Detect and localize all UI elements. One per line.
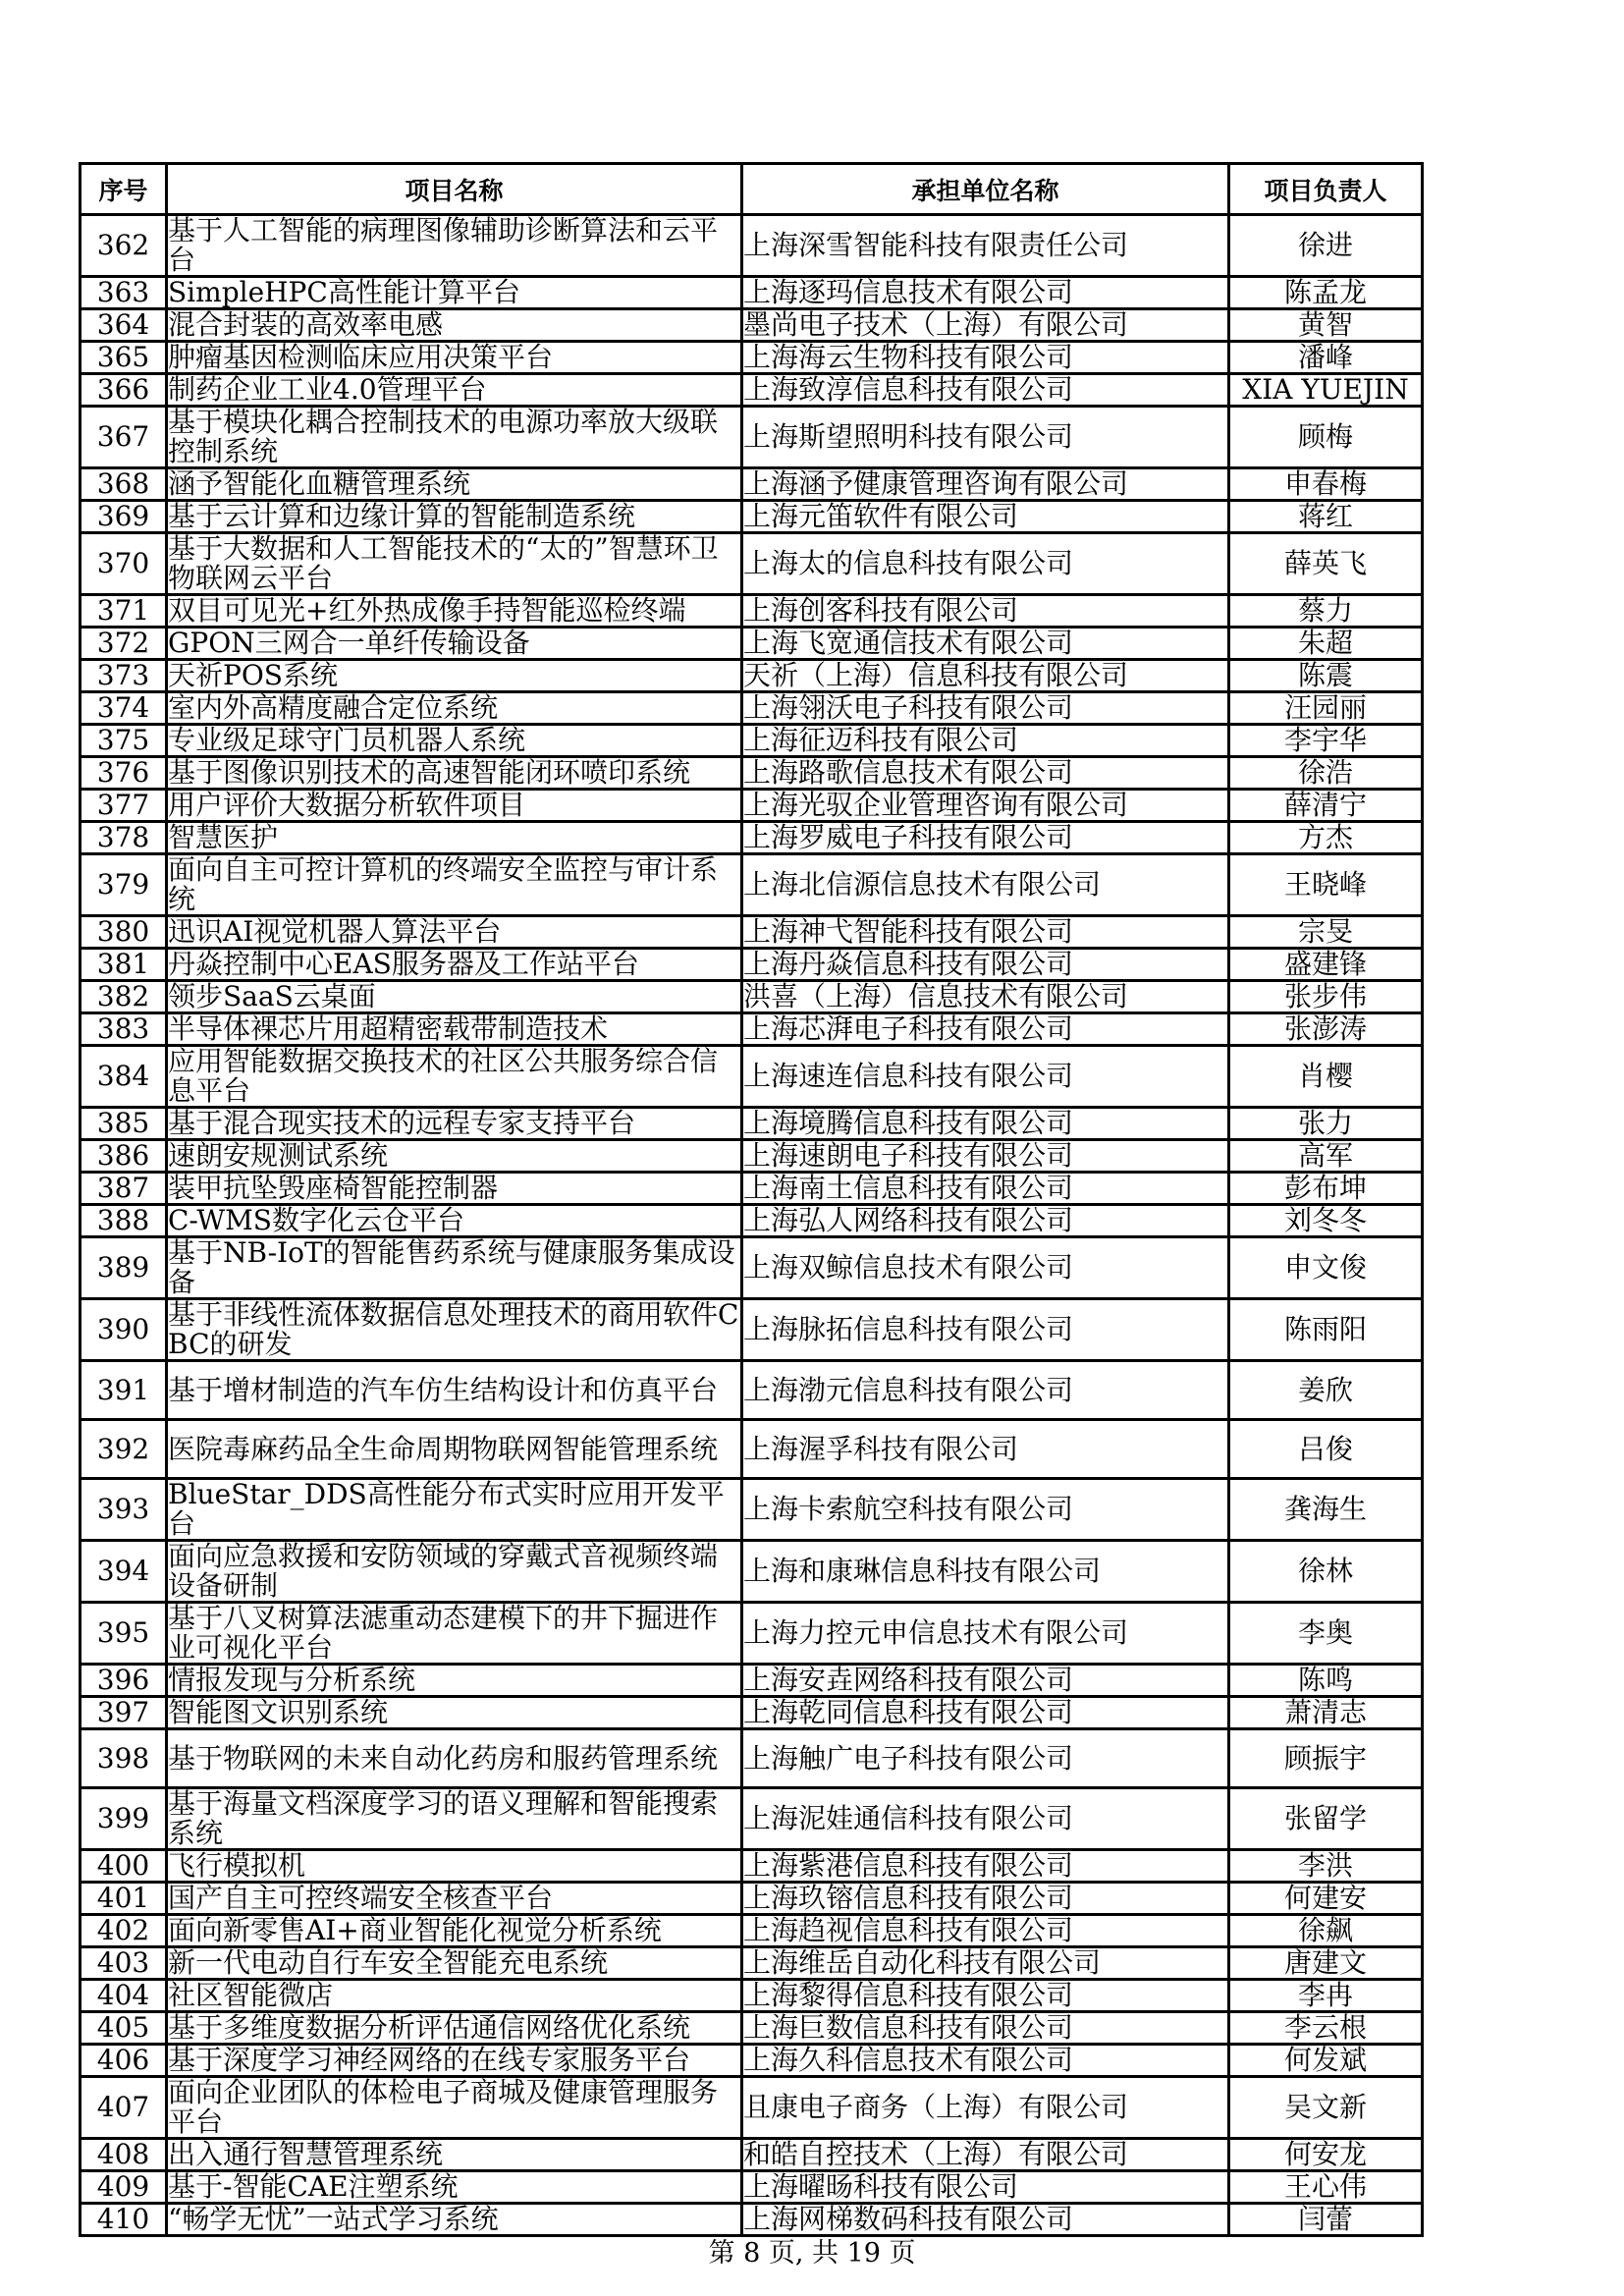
cell-index: 363: [81, 277, 167, 309]
cell-project-name: “畅学无忧”一站式学习系统: [167, 2204, 742, 2236]
cell-project-name: C-WMS数字化云仓平台: [167, 1205, 742, 1237]
cell-project-name: GPON三网合一单纤传输设备: [167, 628, 742, 660]
cell-org-name: 上海路歌信息技术有限公司: [742, 757, 1229, 790]
cell-org-name: 上海紫港信息科技有限公司: [742, 1850, 1229, 1883]
cell-leader: 薛英飞: [1229, 533, 1423, 595]
cell-index: 385: [81, 1108, 167, 1140]
cell-project-name: 用户评价大数据分析软件项目: [167, 790, 742, 822]
cell-org-name: 上海渤元信息科技有限公司: [742, 1361, 1229, 1420]
table-row: [81, 1173, 1423, 1205]
cell-index: 393: [81, 1479, 167, 1541]
cell-leader: 申文俊: [1229, 1237, 1423, 1299]
cell-index: 370: [81, 533, 167, 595]
cell-org-name: 天祈（上海）信息科技有限公司: [742, 660, 1229, 692]
cell-index: 391: [81, 1361, 167, 1420]
table-row: [81, 1361, 1423, 1420]
cell-project-name: SimpleHPC高性能计算平台: [167, 277, 742, 309]
cell-index: 369: [81, 501, 167, 533]
cell-leader: 张澎涛: [1229, 1013, 1423, 1046]
cell-org-name: 上海涵予健康管理咨询有限公司: [742, 468, 1229, 501]
cell-leader: 何建安: [1229, 1883, 1423, 1915]
cell-org-name: 上海维岳自动化科技有限公司: [742, 1947, 1229, 1980]
cell-index: 367: [81, 407, 167, 468]
table-row: [81, 595, 1423, 628]
cell-org-name: 上海创客科技有限公司: [742, 595, 1229, 628]
cell-project-name: 室内外高精度融合定位系统: [167, 692, 742, 725]
cell-org-name: 且康电子商务（上海）有限公司: [742, 2077, 1229, 2139]
cell-leader: 顾梅: [1229, 407, 1423, 468]
cell-project-name: 基于海量文档深度学习的语义理解和智能搜索系统: [167, 1788, 742, 1850]
table-row: [81, 1665, 1423, 1697]
cell-project-name: 智慧医护: [167, 822, 742, 854]
cell-index: 374: [81, 692, 167, 725]
cell-project-name: 涵予智能化血糖管理系统: [167, 468, 742, 501]
cell-index: 366: [81, 374, 167, 407]
table-row: [81, 916, 1423, 949]
cell-index: 394: [81, 1541, 167, 1603]
page-number-text: 第 8 页, 共 19 页: [708, 2238, 916, 2269]
table-row: [81, 1788, 1423, 1850]
table-row: [81, 692, 1423, 725]
cell-project-name: 专业级足球守门员机器人系统: [167, 725, 742, 757]
cell-project-name: 制药企业工业4.0管理平台: [167, 374, 742, 407]
cell-org-name: 上海元笛软件有限公司: [742, 501, 1229, 533]
cell-org-name: 上海翎沃电子科技有限公司: [742, 692, 1229, 725]
cell-leader: 盛建锋: [1229, 949, 1423, 981]
cell-index: 365: [81, 342, 167, 374]
cell-leader: 蒋红: [1229, 501, 1423, 533]
table-row: [81, 1541, 1423, 1603]
cell-leader: 李奥: [1229, 1603, 1423, 1665]
cell-index: 397: [81, 1697, 167, 1729]
cell-index: 406: [81, 2045, 167, 2077]
cell-leader: 徐浩: [1229, 757, 1423, 790]
table-row: [81, 1697, 1423, 1729]
cell-project-name: 应用智能数据交换技术的社区公共服务综合信息平台: [167, 1046, 742, 1108]
table-row: [81, 1947, 1423, 1980]
cell-project-name: 情报发现与分析系统: [167, 1665, 742, 1697]
cell-org-name: 上海黎得信息科技有限公司: [742, 1980, 1229, 2012]
cell-leader: 薛清宁: [1229, 790, 1423, 822]
cell-project-name: 出入通行智慧管理系统: [167, 2139, 742, 2171]
cell-project-name: 基于图像识别技术的高速智能闭环喷印系统: [167, 757, 742, 790]
cell-org-name: 洪喜（上海）信息技术有限公司: [742, 981, 1229, 1013]
cell-org-name: 上海深雪智能科技有限责任公司: [742, 215, 1229, 277]
cell-leader: 闫蕾: [1229, 2204, 1423, 2236]
cell-project-name: 基于混合现实技术的远程专家支持平台: [167, 1108, 742, 1140]
cell-leader: 陈孟龙: [1229, 277, 1423, 309]
cell-project-name: 天祈POS系统: [167, 660, 742, 692]
cell-leader: 陈鸣: [1229, 1665, 1423, 1697]
cell-index: 380: [81, 916, 167, 949]
cell-org-name: 上海泥娃通信科技有限公司: [742, 1788, 1229, 1850]
table-row: [81, 2171, 1423, 2204]
cell-index: 378: [81, 822, 167, 854]
cell-org-name: 上海速连信息科技有限公司: [742, 1046, 1229, 1108]
table-row: [81, 1013, 1423, 1046]
cell-leader: 张步伟: [1229, 981, 1423, 1013]
cell-index: 404: [81, 1980, 167, 2012]
table-row: [81, 1603, 1423, 1665]
cell-index: 368: [81, 468, 167, 501]
table-row: [81, 790, 1423, 822]
table-row: [81, 533, 1423, 595]
cell-org-name: 上海渥孚科技有限公司: [742, 1420, 1229, 1479]
cell-leader: 姜欣: [1229, 1361, 1423, 1420]
table-row: [81, 757, 1423, 790]
cell-org-name: 上海境腾信息科技有限公司: [742, 1108, 1229, 1140]
cell-project-name: 基于物联网的未来自动化药房和服药管理系统: [167, 1729, 742, 1788]
cell-org-name: 上海安垚网络科技有限公司: [742, 1665, 1229, 1697]
cell-index: 402: [81, 1915, 167, 1947]
cell-index: 381: [81, 949, 167, 981]
col-header-project-name: 项目名称: [167, 164, 742, 215]
cell-project-name: 面向自主可控计算机的终端安全监控与审计系统: [167, 854, 742, 916]
cell-project-name: 面向新零售AI+商业智能化视觉分析系统: [167, 1915, 742, 1947]
cell-org-name: 和皓自控技术（上海）有限公司: [742, 2139, 1229, 2171]
cell-project-name: 肿瘤基因检测临床应用决策平台: [167, 342, 742, 374]
cell-org-name: 上海力控元申信息技术有限公司: [742, 1603, 1229, 1665]
table-row: [81, 1046, 1423, 1108]
cell-index: 379: [81, 854, 167, 916]
cell-project-name: 社区智能微店: [167, 1980, 742, 2012]
cell-org-name: 上海征迈科技有限公司: [742, 725, 1229, 757]
cell-index: 388: [81, 1205, 167, 1237]
cell-leader: XIA YUEJIN: [1229, 374, 1423, 407]
cell-leader: 方杰: [1229, 822, 1423, 854]
cell-index: 409: [81, 2171, 167, 2204]
cell-org-name: 上海神弋智能科技有限公司: [742, 916, 1229, 949]
cell-index: 387: [81, 1173, 167, 1205]
cell-index: 371: [81, 595, 167, 628]
cell-project-name: 基于多维度数据分析评估通信网络优化系统: [167, 2012, 742, 2045]
table-row: [81, 1915, 1423, 1947]
cell-org-name: 墨尚电子技术（上海）有限公司: [742, 309, 1229, 342]
table-row: [81, 2012, 1423, 2045]
cell-index: 372: [81, 628, 167, 660]
cell-org-name: 上海光驭企业管理咨询有限公司: [742, 790, 1229, 822]
cell-org-name: 上海北信源信息技术有限公司: [742, 854, 1229, 916]
table-row: [81, 660, 1423, 692]
table-row: [81, 1479, 1423, 1541]
cell-index: 400: [81, 1850, 167, 1883]
cell-org-name: 上海弘人网络科技有限公司: [742, 1205, 1229, 1237]
cell-index: 398: [81, 1729, 167, 1788]
table-row: [81, 342, 1423, 374]
cell-leader: 彭布坤: [1229, 1173, 1423, 1205]
cell-leader: 吕俊: [1229, 1420, 1423, 1479]
cell-index: 386: [81, 1140, 167, 1173]
cell-leader: 萧清志: [1229, 1697, 1423, 1729]
cell-project-name: 丹焱控制中心EAS服务器及工作站平台: [167, 949, 742, 981]
cell-project-name: 智能图文识别系统: [167, 1697, 742, 1729]
cell-leader: 何安龙: [1229, 2139, 1423, 2171]
table-row: [81, 628, 1423, 660]
table-row: [81, 725, 1423, 757]
cell-index: 376: [81, 757, 167, 790]
cell-leader: 高军: [1229, 1140, 1423, 1173]
col-header-leader: 项目负责人: [1229, 164, 1423, 215]
cell-index: 384: [81, 1046, 167, 1108]
cell-project-name: 基于非线性流体数据信息处理技术的商用软件CBC的研发: [167, 1299, 742, 1361]
table-row: [81, 822, 1423, 854]
table-row: [81, 2045, 1423, 2077]
cell-index: 396: [81, 1665, 167, 1697]
cell-project-name: 基于云计算和边缘计算的智能制造系统: [167, 501, 742, 533]
cell-leader: 何发斌: [1229, 2045, 1423, 2077]
cell-index: 362: [81, 215, 167, 277]
cell-project-name: 面向企业团队的体检电子商城及健康管理服务平台: [167, 2077, 742, 2139]
cell-project-name: 混合封装的高效率电感: [167, 309, 742, 342]
cell-org-name: 上海海云生物科技有限公司: [742, 342, 1229, 374]
table-row: [81, 501, 1423, 533]
cell-index: 382: [81, 981, 167, 1013]
cell-project-name: 基于模块化耦合控制技术的电源功率放大级联控制系统: [167, 407, 742, 468]
cell-index: 390: [81, 1299, 167, 1361]
cell-leader: 肖樱: [1229, 1046, 1423, 1108]
cell-org-name: 上海速朗电子科技有限公司: [742, 1140, 1229, 1173]
cell-index: 395: [81, 1603, 167, 1665]
cell-leader: 宗旻: [1229, 916, 1423, 949]
cell-leader: 朱超: [1229, 628, 1423, 660]
cell-index: 392: [81, 1420, 167, 1479]
cell-project-name: 基于八叉树算法滤重动态建模下的井下掘进作业可视化平台: [167, 1603, 742, 1665]
cell-index: 375: [81, 725, 167, 757]
cell-index: 405: [81, 2012, 167, 2045]
cell-index: 364: [81, 309, 167, 342]
cell-org-name: 上海久科信息技术有限公司: [742, 2045, 1229, 2077]
cell-leader: 汪园丽: [1229, 692, 1423, 725]
cell-index: 401: [81, 1883, 167, 1915]
cell-leader: 申春梅: [1229, 468, 1423, 501]
cell-project-name: 新一代电动自行车安全智能充电系统: [167, 1947, 742, 1980]
cell-leader: 唐建文: [1229, 1947, 1423, 1980]
cell-org-name: 上海触广电子科技有限公司: [742, 1729, 1229, 1788]
table-row: [81, 949, 1423, 981]
cell-org-name: 上海逐玛信息技术有限公司: [742, 277, 1229, 309]
cell-index: 389: [81, 1237, 167, 1299]
cell-leader: 李冉: [1229, 1980, 1423, 2012]
cell-org-name: 上海飞宽通信技术有限公司: [742, 628, 1229, 660]
cell-project-name: 基于NB-IoT的智能售药系统与健康服务集成设备: [167, 1237, 742, 1299]
cell-index: 373: [81, 660, 167, 692]
cell-project-name: 速朗安规测试系统: [167, 1140, 742, 1173]
cell-org-name: 上海和康琳信息科技有限公司: [742, 1541, 1229, 1603]
table-row: [81, 277, 1423, 309]
page-footer: [0, 2231, 1624, 2269]
cell-leader: 蔡力: [1229, 595, 1423, 628]
cell-project-name: 国产自主可控终端安全核查平台: [167, 1883, 742, 1915]
cell-org-name: 上海丹焱信息科技有限公司: [742, 949, 1229, 981]
cell-leader: 顾振宇: [1229, 1729, 1423, 1788]
cell-org-name: 上海脉拓信息科技有限公司: [742, 1299, 1229, 1361]
table-row: [81, 1729, 1423, 1788]
table-row: [81, 1420, 1423, 1479]
cell-leader: 王晓峰: [1229, 854, 1423, 916]
table-row: [81, 1205, 1423, 1237]
table-row: [81, 1237, 1423, 1299]
cell-project-name: 半导体裸芯片用超精密载带制造技术: [167, 1013, 742, 1046]
cell-index: 410: [81, 2204, 167, 2236]
cell-project-name: 基于增材制造的汽车仿生结构设计和仿真平台: [167, 1361, 742, 1420]
cell-org-name: 上海卡索航空科技有限公司: [742, 1479, 1229, 1541]
cell-project-name: 基于大数据和人工智能技术的“太的”智慧环卫物联网云平台: [167, 533, 742, 595]
cell-org-name: 上海南土信息科技有限公司: [742, 1173, 1229, 1205]
table-row: [81, 215, 1423, 277]
cell-index: 377: [81, 790, 167, 822]
cell-org-name: 上海趋视信息科技有限公司: [742, 1915, 1229, 1947]
cell-project-name: BlueStar_DDS高性能分布式实时应用开发平台: [167, 1479, 742, 1541]
cell-index: 408: [81, 2139, 167, 2171]
table-row: [81, 407, 1423, 468]
cell-leader: 刘冬冬: [1229, 1205, 1423, 1237]
cell-org-name: 上海网梯数码科技有限公司: [742, 2204, 1229, 2236]
table-row: [81, 309, 1423, 342]
cell-leader: 徐飙: [1229, 1915, 1423, 1947]
cell-project-name: 飞行模拟机: [167, 1850, 742, 1883]
table-row: [81, 854, 1423, 916]
cell-leader: 张留学: [1229, 1788, 1423, 1850]
cell-org-name: 上海致淳信息科技有限公司: [742, 374, 1229, 407]
table-row: [81, 1108, 1423, 1140]
cell-org-name: 上海曜旸科技有限公司: [742, 2171, 1229, 2204]
cell-project-name: 基于深度学习神经网络的在线专家服务平台: [167, 2045, 742, 2077]
col-header-org-name: 承担单位名称: [742, 164, 1229, 215]
table-row: [81, 1850, 1423, 1883]
cell-leader: 陈震: [1229, 660, 1423, 692]
projects-table: [79, 162, 1424, 2237]
cell-leader: 吴文新: [1229, 2077, 1423, 2139]
cell-org-name: 上海罗威电子科技有限公司: [742, 822, 1229, 854]
cell-org-name: 上海太的信息科技有限公司: [742, 533, 1229, 595]
cell-org-name: 上海巨数信息科技有限公司: [742, 2012, 1229, 2045]
cell-org-name: 上海乾同信息科技有限公司: [742, 1697, 1229, 1729]
cell-index: 383: [81, 1013, 167, 1046]
cell-org-name: 上海芯湃电子科技有限公司: [742, 1013, 1229, 1046]
table-row: [81, 2139, 1423, 2171]
col-header-index: 序号: [81, 164, 167, 215]
cell-leader: 徐林: [1229, 1541, 1423, 1603]
table-row: [81, 1140, 1423, 1173]
table-row: [81, 2077, 1423, 2139]
cell-leader: 潘峰: [1229, 342, 1423, 374]
cell-index: 407: [81, 2077, 167, 2139]
cell-project-name: 迅识AI视觉机器人算法平台: [167, 916, 742, 949]
cell-leader: 张力: [1229, 1108, 1423, 1140]
cell-leader: 李宇华: [1229, 725, 1423, 757]
cell-project-name: 面向应急救援和安防领域的穿戴式音视频终端设备研制: [167, 1541, 742, 1603]
cell-org-name: 上海斯望照明科技有限公司: [742, 407, 1229, 468]
cell-project-name: 医院毒麻药品全生命周期物联网智能管理系统: [167, 1420, 742, 1479]
table-row: [81, 1883, 1423, 1915]
table-row: [81, 374, 1423, 407]
table-row: [81, 1299, 1423, 1361]
cell-project-name: 基于人工智能的病理图像辅助诊断算法和云平台: [167, 215, 742, 277]
table-row: [81, 981, 1423, 1013]
cell-leader: 陈雨阳: [1229, 1299, 1423, 1361]
cell-project-name: 领步SaaS云桌面: [167, 981, 742, 1013]
cell-leader: 李洪: [1229, 1850, 1423, 1883]
cell-leader: 龚海生: [1229, 1479, 1423, 1541]
cell-leader: 王心伟: [1229, 2171, 1423, 2204]
cell-leader: 黄智: [1229, 309, 1423, 342]
cell-project-name: 双目可见光+红外热成像手持智能巡检终端: [167, 595, 742, 628]
cell-project-name: 装甲抗坠毁座椅智能控制器: [167, 1173, 742, 1205]
cell-leader: 李云根: [1229, 2012, 1423, 2045]
cell-index: 399: [81, 1788, 167, 1850]
cell-leader: 徐进: [1229, 215, 1423, 277]
cell-org-name: 上海玖镕信息科技有限公司: [742, 1883, 1229, 1915]
cell-index: 403: [81, 1947, 167, 1980]
table-row: [81, 1980, 1423, 2012]
cell-org-name: 上海双鲸信息技术有限公司: [742, 1237, 1229, 1299]
table-header-row: [81, 164, 1423, 215]
table-row: [81, 468, 1423, 501]
cell-project-name: 基于-智能CAE注塑系统: [167, 2171, 742, 2204]
